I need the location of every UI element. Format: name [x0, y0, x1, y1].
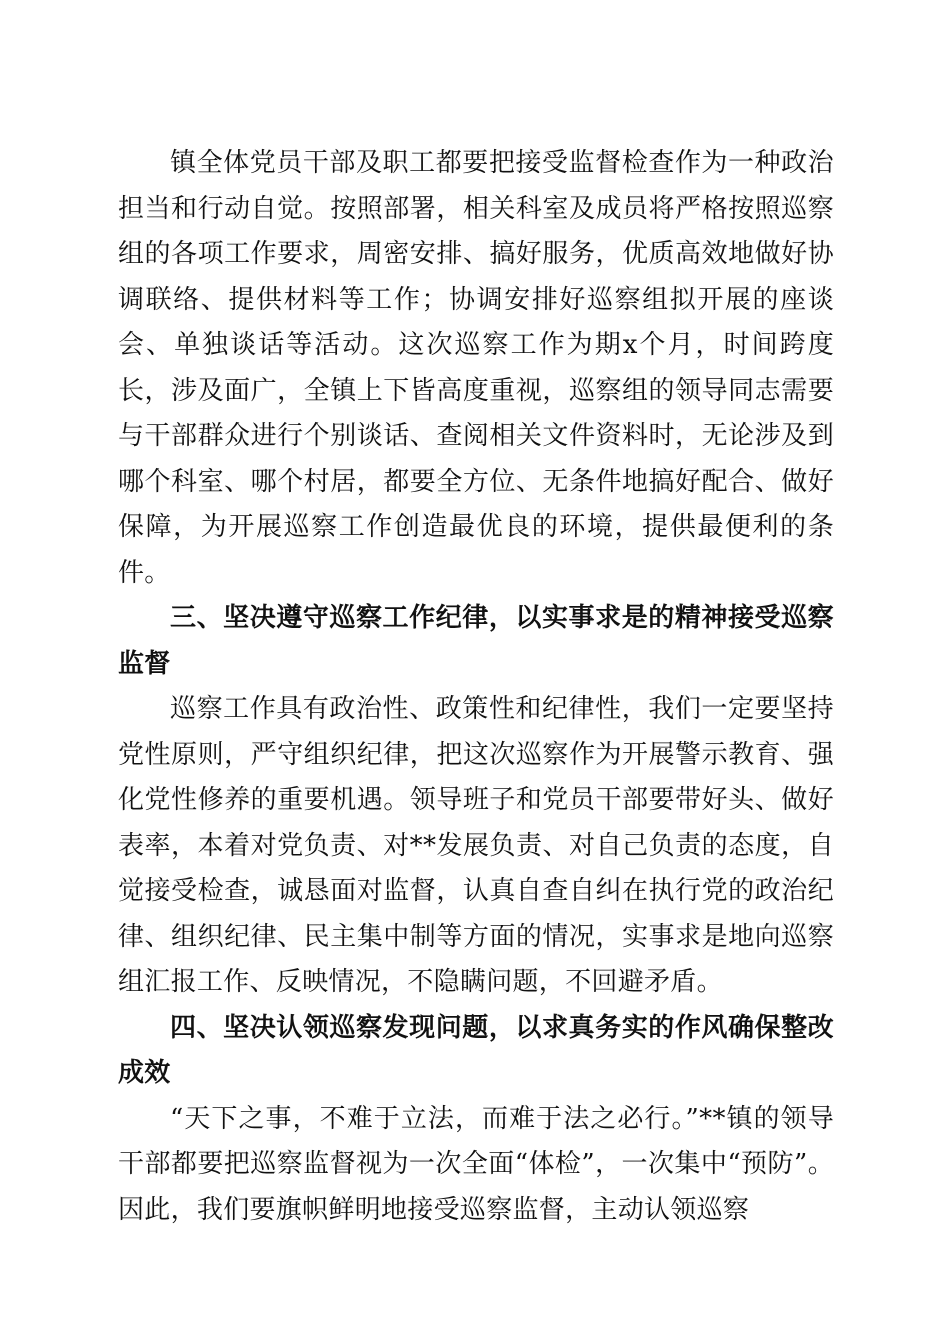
section-heading-3: 三、坚决遵守巡察工作纪律，以实事求是的精神接受巡察监督: [118, 603, 834, 679]
body-paragraph: “天下之事，不难于立法，而难于法之必行。”**镇的领导干部都要把巡察监督视为一次全面“体检”，一次集中“预防”。因此，我们要旗帜鲜明地接受巡察监督，主动认领巡察: [118, 1103, 834, 1225]
document-page: [118, 141, 834, 1233]
body-paragraph: 镇全体党员干部及职工都要把接受监督检查作为一种政治担当和行动自觉。按照部署，相关科室及成员将严格按照巡察组的各项工作要求，周密安排、搞好服务，优质高效地做好协调联络、提供材料等工作；协调安排好巡察组拟开展的座谈会、单独谈话等活动。这次巡察工作为期x个月，时间跨度长，涉及面广，全镇上下皆高度重视，巡察组的领导同志需要与干部群众进行个别谈话、查阅相关文件资料时，无论涉及到哪个科室、哪个村居，都要全方位、无条件地搞好配合、做好保障，为开展巡察工作创造最优良的环境，提供最便利的条件。: [118, 148, 834, 588]
body-paragraph: 巡察工作具有政治性、政策性和纪律性，我们一定要坚持党性原则，严守组织纪律，把这次巡察作为开展警示教育、强化党性修养的重要机遇。领导班子和党员干部要带好头、做好表率，本着对党负责、对**发展负责、对自己负责的态度，自觉接受检查，诚恳面对监督，认真自查自纠在执行党的政治纪律、组织纪律、民主集中制等方面的情况，实事求是地向巡察组汇报工作、反映情况，不隐瞒问题，不回避矛盾。: [118, 694, 834, 997]
section-heading-4: 四、坚决认领巡察发现问题，以求真务实的作风确保整改成效: [118, 1012, 834, 1088]
